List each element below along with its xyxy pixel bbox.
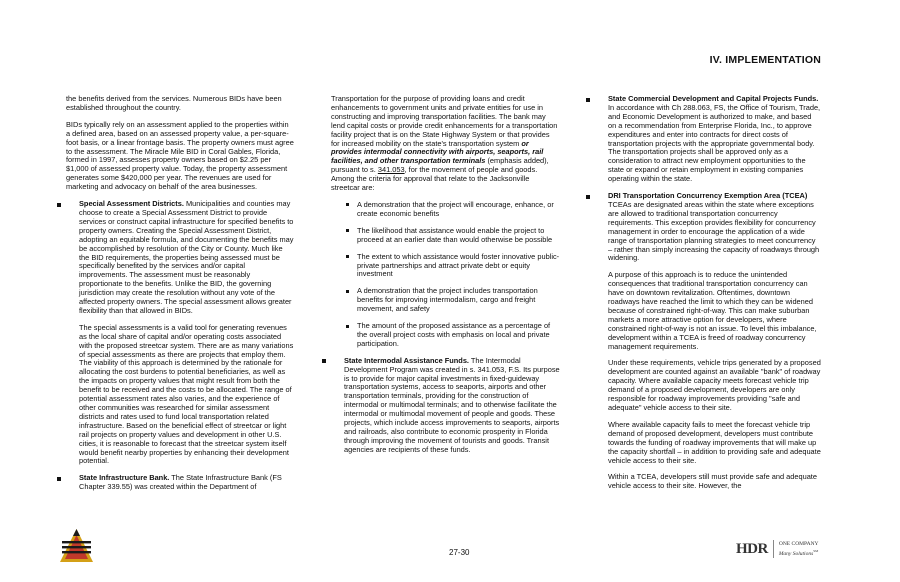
- column-3: [595, 95, 821, 499]
- paragraph: The special assessments is a valid tool for generating revenues as the local share of capital and/or operating costs associated with the proposed streetcar system. There are as many variations of special assessments as there are projects that employ them. The viability of this approach is determined by the rationale for allocating the cost burdens to potential beneficiaries, as well as the impacts on property values that might result from both the benefit to be received and the costs to be allocated. The range of potential assessment rates also varies, and the experience of other communities was researched for similar assessment districts and rates used to fund local transportation related infrastructure. Based on the beneficial effect of streetcar or light rail projects on property values and development in other U.S. cities, it is reasonable to forecast that the streetcar system itself would benefit nearby properties by enhancing their development potential.: [79, 322, 294, 466]
- tagline-line-2: Many Solutions: [778, 550, 814, 557]
- paragraph: [331, 95, 560, 193]
- jta-logo-icon: [58, 527, 95, 564]
- hdr-logo-mark: HDR: [736, 540, 768, 557]
- page-number: 27-30: [449, 548, 470, 557]
- text-run: , for the movement of people and goods. Among the criteria for approval that relate to the Jacksonville streetcar are:: [331, 165, 538, 193]
- paragraph: Where available capacity fails to meet the forecast vehicle trip demand of proposed development, developers must contribute towards the funding of roadway improvements that will make up the capacity shortfall – in addition to providing safe and adequate vehicle access to their site.: [608, 419, 821, 465]
- bullet-state-commercial-development: [595, 95, 821, 184]
- paragraph: Within a TCEA, developers still must provide safe and adequate vehicle access to their site. However, the: [608, 472, 817, 491]
- bullet-text: TCEAs are designated areas within the state where exceptions are allowed to traditional transportation concurrency requirements. This exception provides flexibility for concurrency management in order to encourage the application of a wide range of transportation planning strategies to meet concurrency – rather than simply increasing the capacity of roadways through widening.: [608, 199, 820, 263]
- emphasis-text: or provides intermodal connectivity with airports, seaports, rail facilities, and other transportation terminals: [331, 138, 544, 166]
- criteria-item: The amount of the proposed assistance as a percentage of the overall project costs with emphasis on local and private participation.: [357, 322, 560, 349]
- paragraph: A purpose of this approach is to reduce the unintended consequences that traditional transportation concurrency can have on downtown revitalization. Oftentimes, downtown roadways have reached the limit to which they can be widened because of constrained right-of-way. This can make suburban markets a more attractive option for developers, where constrained right-of-way is not an issue. To level this imbalance, development within a TCEA is freed of roadway concurrency management requirements.: [608, 270, 817, 351]
- hdr-logo: [736, 538, 819, 560]
- text-run: Transportation for the purpose of providing loans and credit enhancements to government units and private entities for use in constructing and improving transportation facilities. The bank may lend capital costs or provide credit enhancements for a transportation facility project that is on the State Highway System or that provides for increased mobility on the state's transportation system: [331, 94, 558, 148]
- bullet-title: DRI Transportation Concurrency Exemption Area (TCEA): [608, 191, 808, 201]
- text-run: (emphasis added), pursuant to s.: [331, 156, 549, 175]
- tagline-line-1: ONE COMPANY: [778, 541, 819, 548]
- bullet-title: State Infrastructure Bank.: [79, 473, 170, 483]
- bullet-state-infrastructure-bank: [66, 474, 294, 492]
- bullet-title: State Intermodal Assistance Funds.: [344, 355, 469, 365]
- criteria-item: The likelihood that assistance would enable the project to proceed at an earlier date than would otherwise be possible: [357, 227, 560, 245]
- column-2: [331, 95, 560, 463]
- logo-divider: [773, 540, 774, 558]
- service-mark: SM: [813, 548, 819, 553]
- bullet-text: In accordance with Ch 288.063, FS, the Office of Tourism, Trade, and Economic Development is authorized to make, and based on a recommendation from Enterprise Florida, Inc., to approve expenditures and enter into contracts for direct costs of transportation projects with the appropriate governmental body. The transportation projects shall be approved only as a consideration to attract new employment opportunities to the state or expand or retain employment in existing companies operating within the state.: [608, 102, 821, 184]
- paragraph: the benefits derived from the services. Numerous BIDs have been established throughout the country.: [66, 94, 282, 112]
- bullet-text: The State Infrastructure Bank (FS Chapter 339.55) was created within the Department of: [79, 473, 282, 492]
- paragraph: BIDs typically rely on an assessment applied to the properties within a defined area, based on an assessed property value, a per-square-foot basis, or a linear frontage basis. The property owners must agree to the assessment. The Miracle Mile BID in Coral Gables, Florida, formed in 1997, assesses property owners based on $2.25 per $1,000 of assessed property value. Today, the property assessment generates some $420,000 per year. The revenues are used for marketing and advocacy on behalf of the area businesses.: [66, 119, 294, 192]
- bullet-dri-tcea: [595, 192, 821, 263]
- bullet-title: State Commercial Development and Capital Projects Funds.: [608, 94, 819, 103]
- bullet-state-intermodal-assistance-funds: [331, 357, 560, 455]
- bullet-special-assessment-districts: [66, 200, 294, 316]
- criteria-item: The extent to which assistance would foster innovative public-private partnerships and attract private debt or equity investment: [357, 251, 560, 279]
- column-1: [66, 95, 294, 500]
- paragraph: Under these requirements, vehicle trips generated by a proposed development are counted against an available "bank" of roadway capacity. Where available capacity meets forecast vehicle trip demand of a proposed development, developers are only responsible for roadway improvements providing "safe and adequate" vehicle access to their site.: [608, 358, 821, 412]
- statute-link[interactable]: 341.053: [377, 165, 405, 175]
- section-header: IV. IMPLEMENTATION: [709, 54, 821, 66]
- bullet-text: The Intermodal Development Program was created in s. 341.053, F.S. Its purpose is to provide for major capital investments in fixed-guideway transportation systems, access to seaports, airports and other transportation terminals, providing for the construction of intermodal or multimodal terminals; and to otherwise facilitate the intermodal or multimodal movement of people and goods. These projects, which include access improvements to seaports, airports and railroads, also contribute to economic prosperity in Florida through improving the movement of tourists and goods. Transit agencies are recipients of these funds.: [344, 355, 560, 454]
- criteria-item: A demonstration that the project will encourage, enhance, or create economic benefits: [357, 201, 560, 219]
- bullet-title: Special Assessment Districts.: [79, 199, 184, 209]
- bullet-text: Municipalities and counties may choose to create a Special Assessment District to provide services or construct capital infrastructure for specified benefits to property owners. Creating the Special Assessment District, adopting an equitable formula, and documenting the benefits may be accomplished by resolution of the City or County. Much like the BID requirements, the properties being assessed must be specifically benefited by the services and/or capital improvements. The assessment must be reasonably proportionate to the benefits. Unlike the BID, the governing jurisdiction may create the resolution without any vote of the affected property owners. The special assessment allows greater flexibility than that allowed in BIDs.: [79, 199, 294, 315]
- hdr-tagline: [779, 541, 819, 557]
- criteria-item: A demonstration that the project includes transportation benefits for improving intermodalism, cargo and freight movement, and safety: [357, 287, 560, 314]
